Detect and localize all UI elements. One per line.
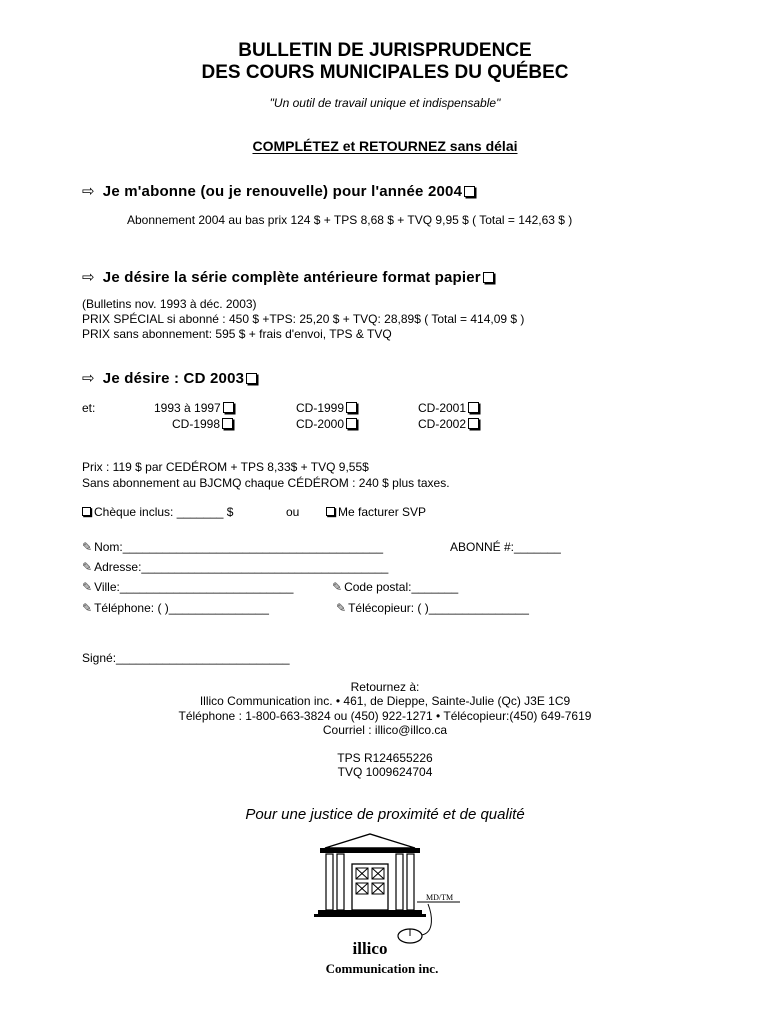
instruction: COMPLÉTEZ et RETOURNEZ sans délai bbox=[252, 138, 518, 154]
signature-field[interactable]: Signé:__________________________ bbox=[82, 651, 290, 665]
name-field[interactable] bbox=[82, 540, 383, 555]
city-field[interactable] bbox=[82, 580, 293, 595]
address-field[interactable] bbox=[82, 560, 388, 575]
pencil-icon: ✎ bbox=[82, 601, 93, 615]
section1-title: Je m'abonne (ou je renouvelle) pour l'année 2004 bbox=[102, 183, 463, 200]
illico-logo bbox=[310, 832, 470, 982]
section2-heading bbox=[82, 268, 494, 286]
section2-line3: PRIX sans abonnement: 595 $ + frais d'envoi, TPS & TVQ bbox=[82, 327, 392, 341]
arrow-right-icon: ⇨ bbox=[82, 370, 95, 387]
logo-company: Communication inc. bbox=[325, 961, 439, 976]
fax-label: Télécopieur: ( )_______________ bbox=[348, 601, 529, 615]
trademark-mark: MD/TM bbox=[426, 893, 454, 902]
abonne-field[interactable]: ABONNÉ #:_______ bbox=[450, 540, 561, 554]
title-line-1: BULLETIN DE JURISPRUDENCE bbox=[238, 40, 532, 61]
checkbox-invoice[interactable] bbox=[326, 507, 335, 516]
fax-field[interactable] bbox=[336, 601, 529, 616]
pencil-icon: ✎ bbox=[82, 580, 93, 594]
phone-field[interactable] bbox=[82, 601, 269, 616]
return-email: Courriel : illico@illco.ca bbox=[322, 723, 448, 737]
arrow-right-icon: ⇨ bbox=[82, 269, 95, 286]
section1-detail: Abonnement 2004 au bas prix 124 $ + TPS 8,68 $ + TVQ 9,95 $ ( Total = 142,63 $ ) bbox=[127, 213, 573, 227]
cheque-option[interactable] bbox=[82, 505, 233, 520]
section1-heading bbox=[82, 182, 475, 200]
cd-option-2000 bbox=[296, 417, 357, 432]
return-label: Retournez à: bbox=[350, 680, 420, 694]
building-door bbox=[352, 864, 388, 910]
city-label: Ville:__________________________ bbox=[94, 580, 294, 594]
checkbox-1993-1997[interactable] bbox=[223, 402, 234, 413]
cd-price-line2: Sans abonnement au BJCMQ chaque CÉDÉROM : 240 $ plus taxes. bbox=[82, 476, 450, 490]
tvq-number: TVQ 1009624704 bbox=[337, 765, 433, 779]
cheque-label: Chèque inclus: _______ $ bbox=[94, 505, 234, 519]
checkbox-cd-2000[interactable] bbox=[346, 418, 357, 429]
et-label: et: bbox=[82, 401, 96, 415]
arrow-right-icon: ⇨ bbox=[82, 183, 95, 200]
invoice-label: Me facturer SVP bbox=[338, 505, 427, 519]
return-address: Illico Communication inc. • 461, de Dieppe, Sainte-Julie (Qc) J3E 1C9 bbox=[199, 694, 571, 708]
checkbox-cheque[interactable] bbox=[82, 507, 91, 516]
pencil-icon: ✎ bbox=[82, 560, 93, 574]
checkbox-cd-2003[interactable] bbox=[246, 373, 257, 384]
cd-option-label: 1993 à 1997 bbox=[154, 401, 221, 415]
pencil-icon: ✎ bbox=[332, 580, 343, 594]
checkbox-paper-series[interactable] bbox=[483, 272, 494, 283]
cd-option-1993-1997 bbox=[154, 401, 234, 416]
checkbox-cd-2002[interactable] bbox=[468, 418, 479, 429]
building-roof bbox=[325, 834, 415, 848]
postal-code-field[interactable] bbox=[332, 580, 458, 595]
checkbox-subscribe-2004[interactable] bbox=[464, 186, 475, 197]
section2-title: Je désire la série complète antérieure format papier bbox=[102, 269, 481, 286]
building-steps bbox=[318, 910, 422, 914]
pencil-icon: ✎ bbox=[82, 540, 93, 554]
cd-option-label: CD-2001 bbox=[418, 401, 467, 415]
name-label: Nom:_______________________________________ bbox=[94, 540, 384, 554]
checkbox-cd-1998[interactable] bbox=[222, 418, 233, 429]
address-label: Adresse:_____________________________________ bbox=[94, 560, 389, 574]
cd-option-1998 bbox=[172, 417, 233, 432]
cd-option-label: CD-2000 bbox=[296, 417, 345, 431]
cd-option-label: CD-2002 bbox=[418, 417, 467, 431]
slogan: Pour une justice de proximité et de qualité bbox=[245, 806, 525, 823]
logo-name: illico bbox=[352, 939, 388, 958]
invoice-option[interactable] bbox=[326, 505, 426, 520]
cd-price-line1: Prix : 119 $ par CEDÉROM + TPS 8,33$ + TVQ 9,55$ bbox=[82, 460, 369, 474]
section3-heading bbox=[82, 369, 257, 387]
section3-title: Je désire : CD 2003 bbox=[102, 370, 245, 387]
cd-option-1999 bbox=[296, 401, 357, 416]
tagline: "Un outil de travail unique et indispensable" bbox=[269, 96, 501, 110]
checkbox-cd-2001[interactable] bbox=[468, 402, 479, 413]
payment-ou: ou bbox=[286, 505, 300, 519]
title-line-2: DES COURS MUNICIPALES DU QUÉBEC bbox=[201, 62, 569, 83]
cd-option-label: CD-1998 bbox=[172, 417, 221, 431]
postal-code-label: Code postal:_______ bbox=[344, 580, 459, 594]
cd-option-2002 bbox=[418, 417, 479, 432]
cd-option-label: CD-1999 bbox=[296, 401, 345, 415]
building-entablature bbox=[320, 848, 420, 853]
return-phones: Téléphone : 1-800-663-3824 ou (450) 922-1271 • Télécopieur:(450) 649-7619 bbox=[178, 709, 592, 723]
checkbox-cd-1999[interactable] bbox=[346, 402, 357, 413]
cd-option-2001 bbox=[418, 401, 479, 416]
section2-line1: (Bulletins nov. 1993 à déc. 2003) bbox=[82, 297, 257, 311]
section2-line2: PRIX SPÉCIAL si abonné : 450 $ +TPS: 25,20 $ + TVQ: 28,89$ ( Total = 414,09 $ ) bbox=[82, 312, 525, 326]
tps-number: TPS R124655226 bbox=[337, 751, 433, 765]
phone-label: Téléphone: ( )_______________ bbox=[94, 601, 269, 615]
pencil-icon: ✎ bbox=[336, 601, 347, 615]
